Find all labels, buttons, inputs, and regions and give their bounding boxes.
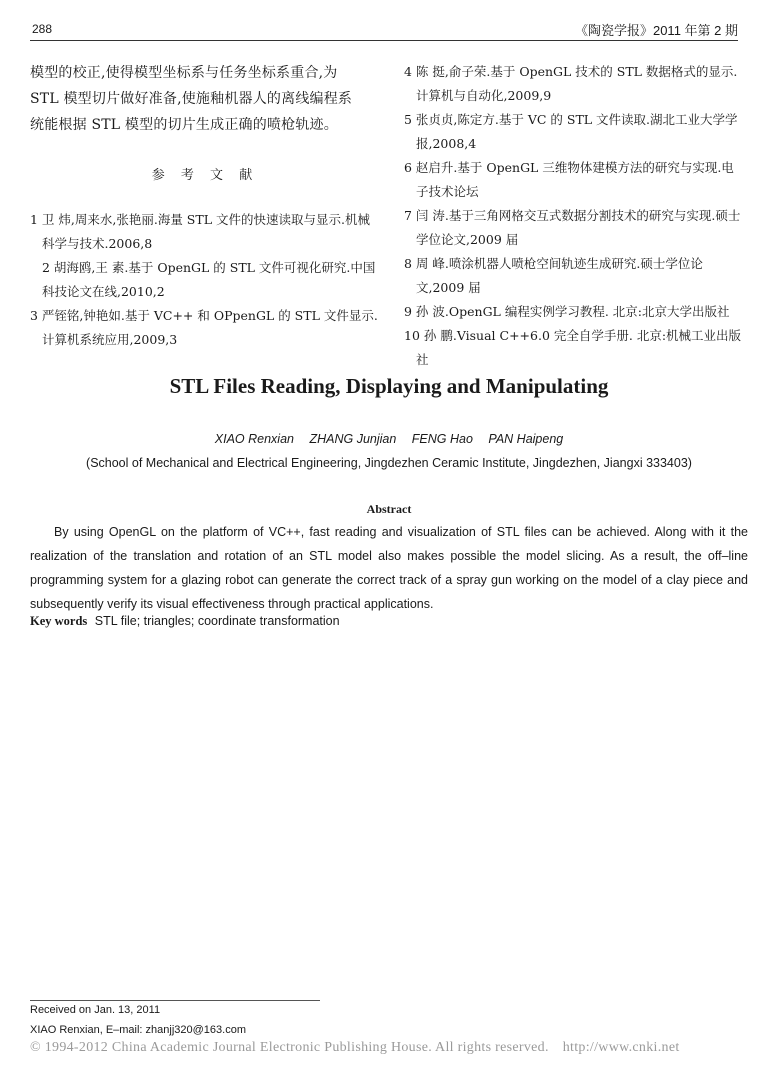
- reference-item: 7 闫 涛.基于三角网格交互式数据分割技术的研究与实现.硕士学位论文,2009 届: [404, 208, 741, 247]
- reference-item: 4 陈 挺,俞子荣.基于 OpenGL 技术的 STL 数据格式的显示.计算机与自动化,2009,9: [404, 64, 738, 103]
- author-name: XIAO Renxian: [214, 432, 294, 446]
- reference-item: 5 张贞贞,陈定方.基于 VC 的 STL 文件读取.湖北工业大学学报,2008,4: [404, 112, 738, 151]
- author-contact: XIAO Renxian, E–mail: zhanjj320@163.com: [30, 1024, 246, 1036]
- english-title: STL Files Reading, Displaying and Manipulating: [169, 374, 609, 398]
- affiliation: (School of Mechanical and Electrical Engineering, Jingdezhen Ceramic Institute, Jingdezhen, Jiangxi 333403): [86, 456, 692, 470]
- copyright-text: © 1994-2012 China Academic Journal Electronic Publishing House. All rights reserved.: [30, 1040, 549, 1055]
- reference-item: 3 严铚铭,钟艳如.基于 VC++ 和 OPpenGL 的 STL 文件显示.计算机系统应用,2009,3: [30, 308, 378, 347]
- body-line: 模型的校正,使得模型坐标系与任务坐标系重合,为: [30, 65, 338, 81]
- left-column: [30, 60, 380, 352]
- author-name: PAN Haipeng: [488, 432, 564, 446]
- footnote-divider: [30, 1000, 320, 1001]
- abstract-text: By using OpenGL on the platform of VC++, fast reading and visualization of STL files can be achieved. Along with it the realization of the translation and rotation of an STL model also makes possible the model slicing. As a result, the off–line programming system for a glazing robot can generate the correct track of a spray gun working on the model of a clay piece and subsequently verify its visual effectiveness through practical applications.: [30, 525, 748, 611]
- reference-item: 2 胡海鸥,王 素.基于 OpenGL 的 STL 文件可视化研究.中国科技论文在线,2010,2: [42, 260, 376, 299]
- right-column: [404, 60, 744, 372]
- keywords: [30, 614, 340, 629]
- references-heading: 参 考 文 献: [151, 168, 259, 183]
- received-date: Received on Jan. 13, 2011: [30, 1004, 161, 1016]
- cnki-url[interactable]: http://www.cnki.net: [562, 1040, 680, 1055]
- reference-item: 8 周 峰.喷涂机器人喷枪空间轨迹生成研究.硕士学位论文,2009 届: [404, 256, 703, 295]
- author-name: ZHANG Junjian: [309, 432, 397, 446]
- body-line: STL 模型切片做好准备,使施釉机器人的离线编程系: [30, 91, 353, 107]
- reference-item: 9 孙 波.OpenGL 编程实例学习教程. 北京:北京大学出版社: [404, 304, 730, 319]
- reference-item: 6 赵启升.基于 OpenGL 三维物体建模方法的研究与实现.电子技术论坛: [404, 160, 734, 199]
- keywords-label: Key words: [30, 614, 88, 628]
- page-header: [30, 18, 738, 41]
- abstract-heading: Abstract: [366, 502, 412, 516]
- body-line: 统能根据 STL 模型的切片生成正确的喷枪轨迹。: [30, 117, 338, 133]
- copyright-notice: [30, 1040, 680, 1056]
- body-text: [30, 60, 380, 138]
- reference-item: 10 孙 鹏.Visual C++6.0 完全自学手册. 北京:机械工业出版社: [404, 328, 742, 367]
- keywords-text: STL file; triangles; coordinate transformation: [94, 614, 340, 628]
- reference-item: 1 卫 炜,周来水,张艳丽.海量 STL 文件的快速读取与显示.机械科学与技术.2006,8: [30, 212, 370, 251]
- page-number: 288: [32, 22, 53, 36]
- author-list: [0, 432, 778, 446]
- journal-name: 《陶瓷学报》2011 年第 2 期: [574, 23, 738, 38]
- author-name: FENG Hao: [411, 432, 473, 446]
